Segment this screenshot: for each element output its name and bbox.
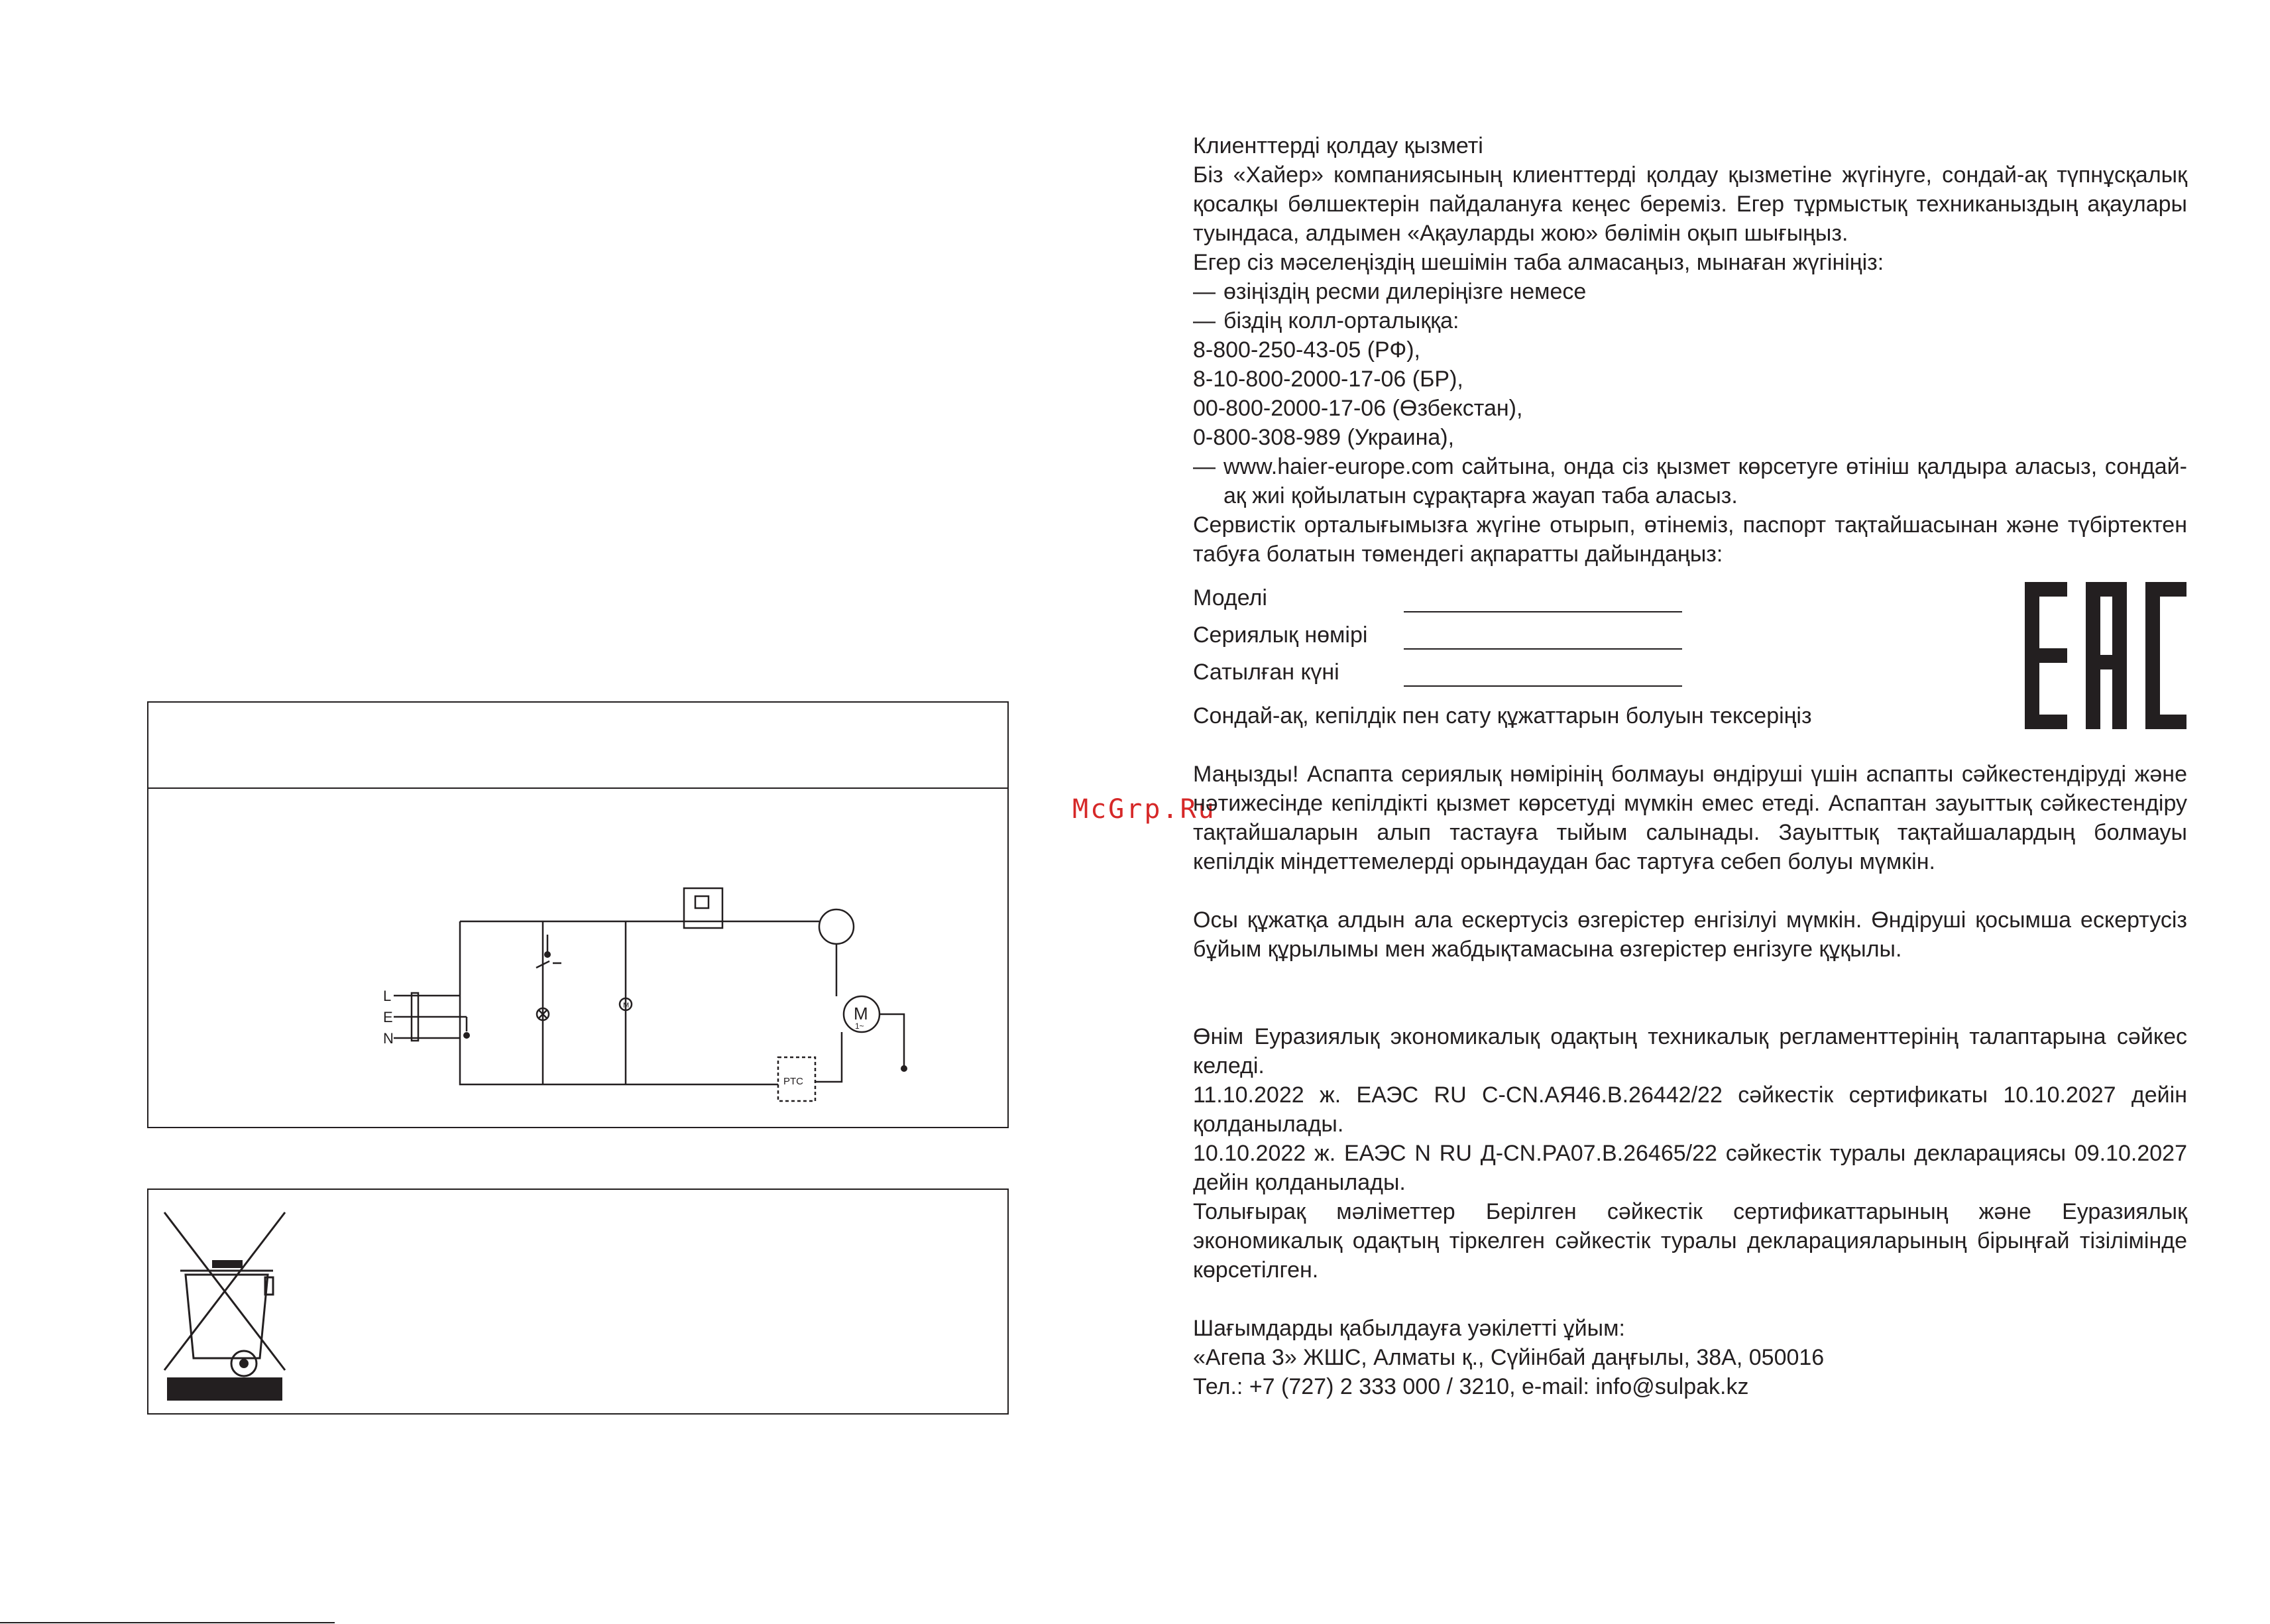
- wiring-diagram: [374, 835, 944, 1114]
- ground-dot-right: [901, 1065, 907, 1072]
- watermark: McGrp.Ru: [1072, 794, 1216, 825]
- field-blank-line[interactable]: [1404, 624, 1682, 650]
- page-footer-rule: [0, 1622, 335, 1623]
- fan-circle: [819, 909, 854, 944]
- terminal-label-l: L: [383, 988, 392, 1004]
- declaration-info: 10.10.2022 ж. ЕАЭС N RU Д-CN.РА07.В.26465/22 сәйкестік туралы декларациясы 09.10.2027 дейін қолданылады.: [1193, 1141, 2187, 1195]
- list-item: — біздің колл-орталыққа:: [1193, 306, 2187, 335]
- product-info-fields: [1193, 575, 2187, 687]
- ground-dot-left: [463, 1032, 470, 1039]
- support-intro: Біз «Хайер» компаниясының клиенттерді қолдау қызметіне жүгінуге, сондай-ақ түпнұсқалық қосалқы бөлшектерін пайдалануға кеңес береміз. Егер тұрмыстық техниканыздың ақаулары туындаса, алдымен «Ақауларды жою» бөлімін оқып шығыңыз.: [1193, 162, 2187, 246]
- field-model: [1193, 575, 2187, 612]
- support-heading: Клиенттерді қолдау қызметі: [1193, 133, 1483, 158]
- phone-number: 8-800-250-43-05 (РФ),: [1193, 337, 1420, 363]
- dealer-item: өзіңіздің ресми дилеріңізге немесе: [1223, 279, 1587, 304]
- ground-dot-switch: [544, 951, 551, 958]
- support-if-not: Егер сіз мәселеңіздің шешімін таба алмасаңыз, мынаған жүгініңіз:: [1193, 250, 1884, 275]
- check-docs-text: Сондай-ақ, кепілдік пен сату құжаттарын болуын тексеріңіз: [1193, 703, 1812, 728]
- terminal-label-n: N: [383, 1030, 394, 1047]
- field-blank-line[interactable]: [1404, 662, 1682, 687]
- field-label: Моделі: [1193, 585, 1267, 610]
- wiring-box-header-divider: [148, 787, 1007, 789]
- field-blank-line[interactable]: [1404, 587, 1682, 612]
- weee-bar: [167, 1377, 282, 1401]
- support-text-column: [1193, 131, 2187, 1401]
- complaints-org-name: «Агепа 3» ЖШС, Алматы қ., Сүйінбай даңғылы, 38А, 050016: [1193, 1345, 1825, 1370]
- terminal-label-e: E: [383, 1009, 393, 1025]
- service-prep-text: Сервистік орталығымызға жүгіне отырып, өтінеміз, паспорт тақтайшасынан және түбіртектен табуға болатын төмендегі ақпаратты дайындаңыз:: [1193, 512, 2187, 567]
- ptc-label: PTC: [783, 1076, 803, 1087]
- thermostat-symbol: [695, 896, 709, 908]
- call-center-item: біздің колл-орталыққа:: [1223, 308, 1459, 333]
- phone-number: 8-10-800-2000-17-06 (БР),: [1193, 367, 1463, 392]
- changes-notice: Осы құжатқа алдын ала ескертусіз өзгерістер енгізілуі мүмкін. Өндіруші қосымша ескертусіз бұйым құрылымы мен жабдықтамасына өзгерістер енгізуге құқылы.: [1193, 907, 2187, 962]
- small-motor-label: M: [623, 1002, 630, 1010]
- important-notice: Маңызды! Аспапта сериялық нөмірінің болмауы өндіруші үшін аспапты сәйкестендіруді және нәтижесінде кепілдікті қызмет көрсетуді мүмкін емес етеді. Аспаптан зауыттық сәйкестендіру тақтайшаларын алып тастауға тыйым салынады. Зауыттық тақтайшалардың болмауы кепілдік міндеттемелерді орындаудан бас тартуға себеп болуы мүмкін.: [1193, 762, 2187, 874]
- phone-number: 00-800-2000-17-06 (Өзбекстан),: [1193, 396, 1523, 421]
- crossed-out-bin-icon: [160, 1208, 293, 1401]
- motor-phase-label: 1~: [855, 1021, 864, 1031]
- certificate-info: 11.10.2022 ж. ЕАЭС RU C-CN.АЯ46.В.26442/22 сәйкестік сертификаты 10.10.2027 дейін қолданылады.: [1193, 1082, 2187, 1137]
- field-label: Сатылған күні: [1193, 660, 1339, 685]
- complaints-org-label: Шағымдарды қабылдауға уәкілетті ұйым:: [1193, 1316, 1625, 1341]
- field-label: Сериялық нөмірі: [1193, 622, 1368, 648]
- complaints-contacts: Тел.: +7 (727) 2 333 000 / 3210, e-mail: info@sulpak.kz: [1193, 1374, 1749, 1399]
- website-item: www.haier-europe.com сайтына, онда сіз қызмет көрсетуге өтініш қалдыра аласыз, сондай-ақ жиі қойылатын сұрақтарға жауап таба аласыз.: [1223, 454, 2187, 508]
- phone-number: 0-800-308-989 (Украина),: [1193, 425, 1455, 450]
- weee-disposal-box: [147, 1189, 1009, 1415]
- registry-info: Толығырақ мәліметтер Берілген сәйкестік сертификаттарының және Еуразиялық экономикалық одақтың тіркелген сәйкестік туралы декларацияларының бірыңғай тізілімінде көрсетілген.: [1193, 1199, 2187, 1283]
- list-item: — www.haier-europe.com сайтына, онда сіз қызмет көрсетуге өтініш қалдыра аласыз, сондай-ақ жиі қойылатын сұрақтарға жауап таба аласыз.: [1193, 452, 2187, 510]
- field-sale-date: [1193, 650, 2187, 687]
- list-item: — өзіңіздің ресми дилеріңізге немесе: [1193, 277, 2187, 306]
- compliance-statement: Өнім Еуразиялық экономикалық одақтың техникалық регламенттерінің талаптарына сәйкес келеді.: [1193, 1024, 2187, 1078]
- motor-label: M: [854, 1004, 868, 1023]
- field-serial: [1193, 612, 2187, 650]
- wiring-diagram-box: [147, 701, 1009, 1128]
